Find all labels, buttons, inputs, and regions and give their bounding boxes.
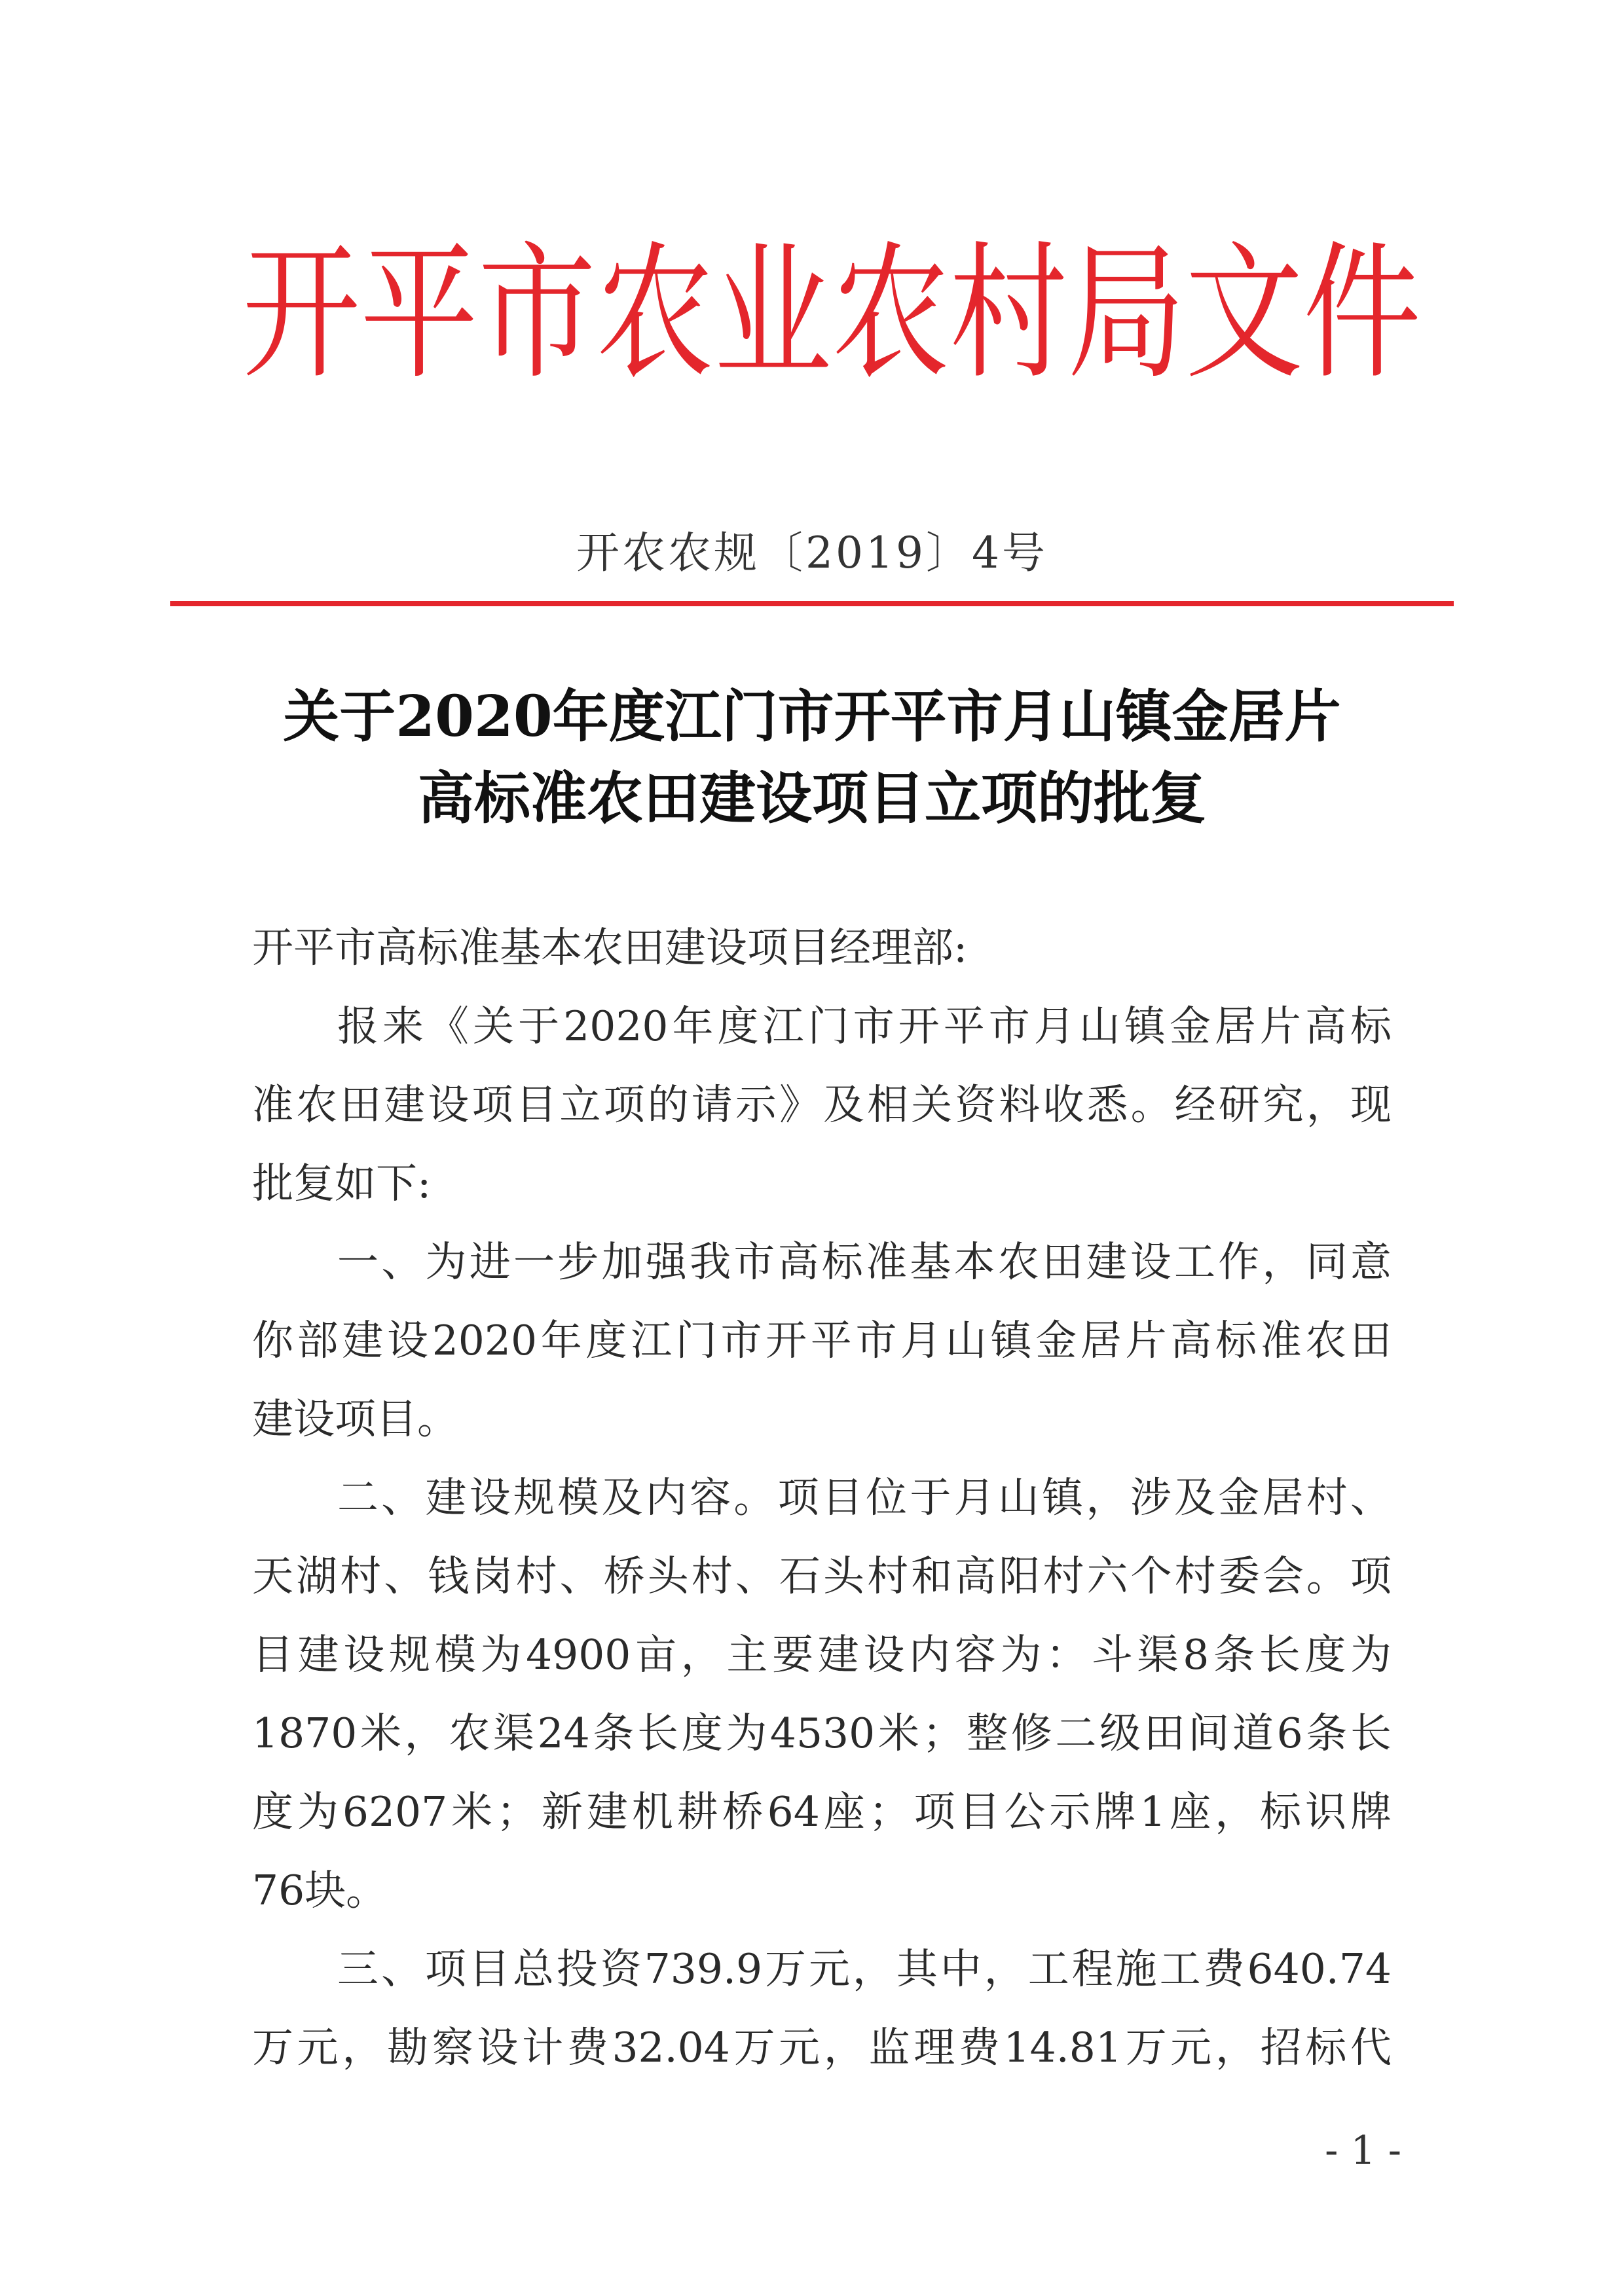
document-title-line-2: 高标准农田建设项目立项的批复 (418, 765, 1206, 831)
paragraph-1-line-1: 报来《关于2020年度江门市开平市月山镇金居片高标 (337, 1002, 1392, 1050)
red-divider-line (170, 601, 1454, 606)
paragraph-3-line-3: 目建设规模为4900亩，主要建设内容为：斗渠8条长度为 (252, 1631, 1392, 1679)
paragraph-2-line-3: 建设项目。 (252, 1395, 458, 1443)
paragraph-3-line-1: 二、建设规模及内容。项目位于月山镇，涉及金居村、 (337, 1474, 1392, 1522)
addressee: 开平市高标准基本农田建设项目经理部: (252, 924, 968, 972)
paragraph-3-line-6: 76块。 (252, 1867, 388, 1914)
document-title-line-1: 关于2020年度江门市开平市月山镇金居片 (283, 683, 1341, 750)
paragraph-4-line-1: 三、项目总投资739.9万元，其中，工程施工费640.74 (337, 1945, 1392, 1993)
paragraph-2-line-2: 你部建设2020年度江门市开平市月山镇金居片高标准农田 (252, 1317, 1392, 1364)
paragraph-1-line-2: 准农田建设项目立项的请示》及相关资料收悉。经研究，现 (252, 1081, 1392, 1129)
paragraph-4-line-2: 万元，勘察设计费32.04万元，监理费14.81万元，招标代 (252, 2024, 1392, 2071)
paragraph-3-line-5: 度为6207米；新建机耕桥64座；项目公示牌1座，标识牌 (252, 1788, 1392, 1836)
paragraph-3-line-4: 1870米，农渠24条长度为4530米；整修二级田间道6条长 (252, 1709, 1392, 1757)
document-number: 开农农规〔2019〕4号 (576, 528, 1048, 578)
page-number: - 1 - (1325, 2128, 1401, 2174)
paragraph-1-line-3: 批复如下: (252, 1159, 432, 1207)
paragraph-3-line-2: 天湖村、钱岗村、桥头村、石头村和高阳村六个村委会。项 (252, 1552, 1392, 1600)
document-masthead: 开平市农业农村局文件 (242, 228, 1422, 399)
paragraph-2-line-1: 一、为进一步加强我市高标准基本农田建设工作，同意 (337, 1238, 1392, 1286)
